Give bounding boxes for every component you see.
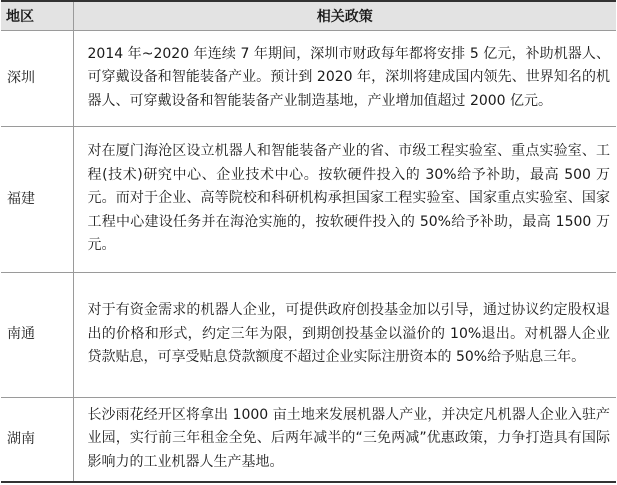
policy-cell: 长沙雨花经开区将拿出 1000 亩土地来发展机器人产业，并决定凡机器人企业入驻产业园，实行前三年租金全免、后两年减半的“三免两减”优惠政策，力争打造具有国际影响力的工业机器人生产基地。 — [73, 398, 616, 482]
table-header — [1, 1, 616, 31]
region-cell: 深圳 — [1, 31, 73, 127]
region-cell: 南通 — [1, 273, 73, 398]
header-policy: 相关政策 — [73, 1, 616, 31]
region-cell: 福建 — [1, 127, 73, 273]
policy-cell: 对在厦门海沧区设立机器人和智能装备产业的省、市级工程实验室、重点实验室、工程(技术)研究中心、企业技术中心。按软硬件投入的 30%给予补助，最高 500 万元。而对于企业、高等院校和科研机构承担国家工程实验室、国家重点实验室、国家工程中心建设任务并在海沧实施的，按软硬件投入的 50%给予补助，最高 1500 万元。 — [73, 127, 616, 273]
table-row — [1, 127, 616, 273]
region-cell: 湖南 — [1, 398, 73, 482]
header-row — [1, 1, 616, 31]
header-region: 地区 — [1, 1, 73, 31]
policy-table — [1, 0, 616, 483]
policy-cell: 对于有资金需求的机器人企业，可提供政府创投基金加以引导，通过协议约定股权退出的价格和形式，约定三年为限，到期创投基金以溢价的 10%退出。对机器人企业贷款贴息，可享受贴息贷款额度不超过企业实际注册资本的 50%给予贴息三年。 — [73, 273, 616, 398]
table-row — [1, 31, 616, 127]
table-body — [1, 31, 616, 482]
table-row — [1, 273, 616, 398]
table-row — [1, 398, 616, 482]
policy-cell: 2014 年~2020 年连续 7 年期间，深圳市财政每年都将安排 5 亿元，补助机器人、可穿戴设备和智能装备产业。预计到 2020 年，深圳将建成国内领先、世界知名的机器人、可穿戴设备和智能装备产业制造基地，产业增加值超过 2000 亿元。 — [73, 31, 616, 127]
